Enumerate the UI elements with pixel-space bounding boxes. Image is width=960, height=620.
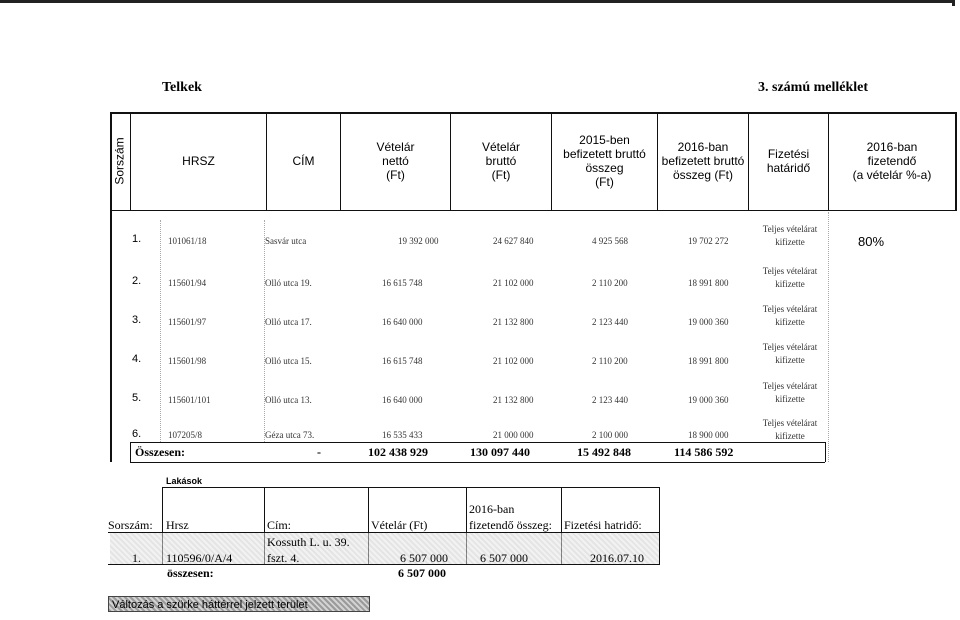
row-netto: 16 640 000 (382, 317, 423, 327)
total-bottom-line (130, 462, 825, 463)
row-status: Teljes vételárat kifizette (762, 224, 818, 247)
header-sorszam: Sorszám (113, 137, 127, 185)
guide (264, 220, 265, 442)
row-b2015: 2 123 440 (592, 317, 628, 327)
row-cim: Olló utca 13. (265, 395, 312, 405)
row-b2016: 19 702 272 (688, 236, 729, 246)
lakasok-row-hrsz: 110596/0/A/4 (166, 551, 233, 565)
header-befizetett-2016: 2016-ban befizetett bruttó összeg (Ft) (661, 140, 745, 182)
row-status: Teljes vételárat kifizette (762, 266, 818, 289)
lakasok-table-top (162, 487, 660, 488)
row-netto: 16 535 433 (382, 430, 423, 440)
lakasok-header-vetelar: Vételár (Ft) (371, 518, 428, 532)
row-number: 1. (132, 233, 142, 245)
row-b2015: 2 110 200 (592, 356, 628, 366)
total-brutto: 130 097 440 (470, 445, 530, 459)
col-sep (130, 442, 131, 462)
row-b2015: 2 100 000 (592, 430, 628, 440)
col-sep (659, 487, 660, 564)
row-cim: Sasvár utca (265, 236, 307, 246)
row-brutto: 21 132 800 (493, 395, 534, 405)
row-netto: 16 615 748 (382, 356, 423, 366)
row-hrsz: 115601/94 (168, 278, 207, 288)
header-hatarido: Fizetési határidő (766, 147, 811, 175)
lakasok-header-fizetendo: fizetendő összeg: (469, 518, 552, 532)
lakasok-total-label: összesen: (167, 566, 214, 580)
row-brutto: 21 102 000 (493, 278, 534, 288)
row-percent: 80% (858, 234, 885, 249)
legend-changed-area: Változás a szürke háttérrel jelzett terület (108, 596, 370, 612)
row-b2016: 18 991 800 (688, 356, 729, 366)
lakasok-header-sorszam: Sorszám: (108, 518, 153, 532)
row-status: Teljes vételárat kifizette (762, 381, 818, 404)
lakasok-total-value: 6 507 000 (398, 566, 446, 580)
telkek-header-bottom (110, 210, 956, 211)
section-title-lakasok: Lakások (166, 476, 203, 486)
row-b2016: 18 900 000 (688, 430, 729, 440)
lakasok-row-number: 1. (132, 551, 141, 565)
row-brutto: 21 132 800 (493, 317, 534, 327)
lakasok-row-fizetendo: 6 507 000 (480, 551, 528, 565)
row-hrsz: 115601/97 (168, 317, 207, 327)
row-cim: Olló utca 17. (265, 317, 312, 327)
row-cim: Olló utca 15. (265, 356, 312, 366)
row-status: Teljes vételárat kifizette (762, 304, 818, 327)
row-b2015: 2 123 440 (592, 395, 628, 405)
row-number: 4. (132, 353, 142, 365)
header-befizetett-2015: 2015-ben befizetett bruttó összeg (Ft) (563, 133, 646, 189)
row-hrsz: 107205/8 (168, 430, 203, 440)
header-hrsz: HRSZ (182, 154, 215, 168)
row-netto: 16 615 748 (382, 278, 423, 288)
row-b2016: 19 000 360 (688, 317, 729, 327)
row-hrsz: 115601/101 (168, 395, 211, 405)
total-b2016: 114 586 592 (674, 445, 734, 459)
row-b2015: 4 925 568 (592, 236, 628, 246)
total-label: Összesen: (135, 445, 185, 459)
row-brutto: 21 102 000 (493, 356, 534, 366)
lakasok-header-fizetendo-year: 2016-ban (469, 502, 515, 516)
lakasok-header-hatarido: Fizetési hatridő: (564, 518, 642, 532)
lakasok-row-vetelar: 6 507 000 (400, 551, 448, 565)
row-b2016: 19 000 360 (688, 395, 729, 405)
row-number: 5. (132, 392, 142, 404)
row-status: Teljes vételárat kifizette (762, 418, 818, 441)
row-netto: 19 392 000 (398, 236, 439, 246)
col-sep (825, 442, 826, 462)
header-cim: CÍM (292, 154, 315, 168)
row-hrsz: 115601/98 (168, 356, 207, 366)
total-dash: - (317, 445, 321, 459)
row-netto: 16 640 000 (382, 395, 423, 405)
header-netto: Vételár nettó (Ft) (376, 140, 415, 182)
top-right-border (952, 0, 955, 6)
lakasok-row-cim-line2: fszt. 4. (267, 551, 300, 565)
total-b2015: 15 492 848 (577, 445, 631, 459)
annex-title: 3. számú melléklet (758, 80, 869, 95)
section-title-telkek: Telkek (162, 80, 202, 95)
header-fizetendo: 2016-ban fizetendő (a vételár %-a) (852, 140, 932, 182)
row-cim: Géza utca 73. (265, 430, 315, 440)
lakasok-header-hrsz: Hrsz (166, 518, 189, 532)
row-cim: Olló utca 19. (265, 278, 312, 288)
row-number: 2. (132, 275, 142, 287)
total-netto: 102 438 929 (368, 445, 428, 459)
row-hrsz: 101061/18 (168, 236, 207, 246)
header-brutto: Vételár bruttó (Ft) (481, 140, 521, 182)
row-b2016: 18 991 800 (688, 278, 729, 288)
row-number: 6. (132, 428, 142, 440)
lakasok-row-cim-line1: Kossuth L. u. 39. (267, 535, 350, 549)
row-number: 3. (132, 314, 142, 326)
telkek-table-right (955, 112, 957, 211)
total-top-line (130, 442, 825, 443)
top-border (0, 0, 955, 3)
lakasok-header-cim: Cím: (267, 518, 292, 532)
guide (828, 212, 829, 462)
row-brutto: 24 627 840 (493, 236, 534, 246)
lakasok-row-hatarido: 2016.07.10 (590, 551, 644, 565)
row-b2015: 2 110 200 (592, 278, 628, 288)
row-brutto: 21 000 000 (493, 430, 534, 440)
row-status: Teljes vételárat kifizette (762, 342, 818, 365)
guide (160, 220, 161, 442)
